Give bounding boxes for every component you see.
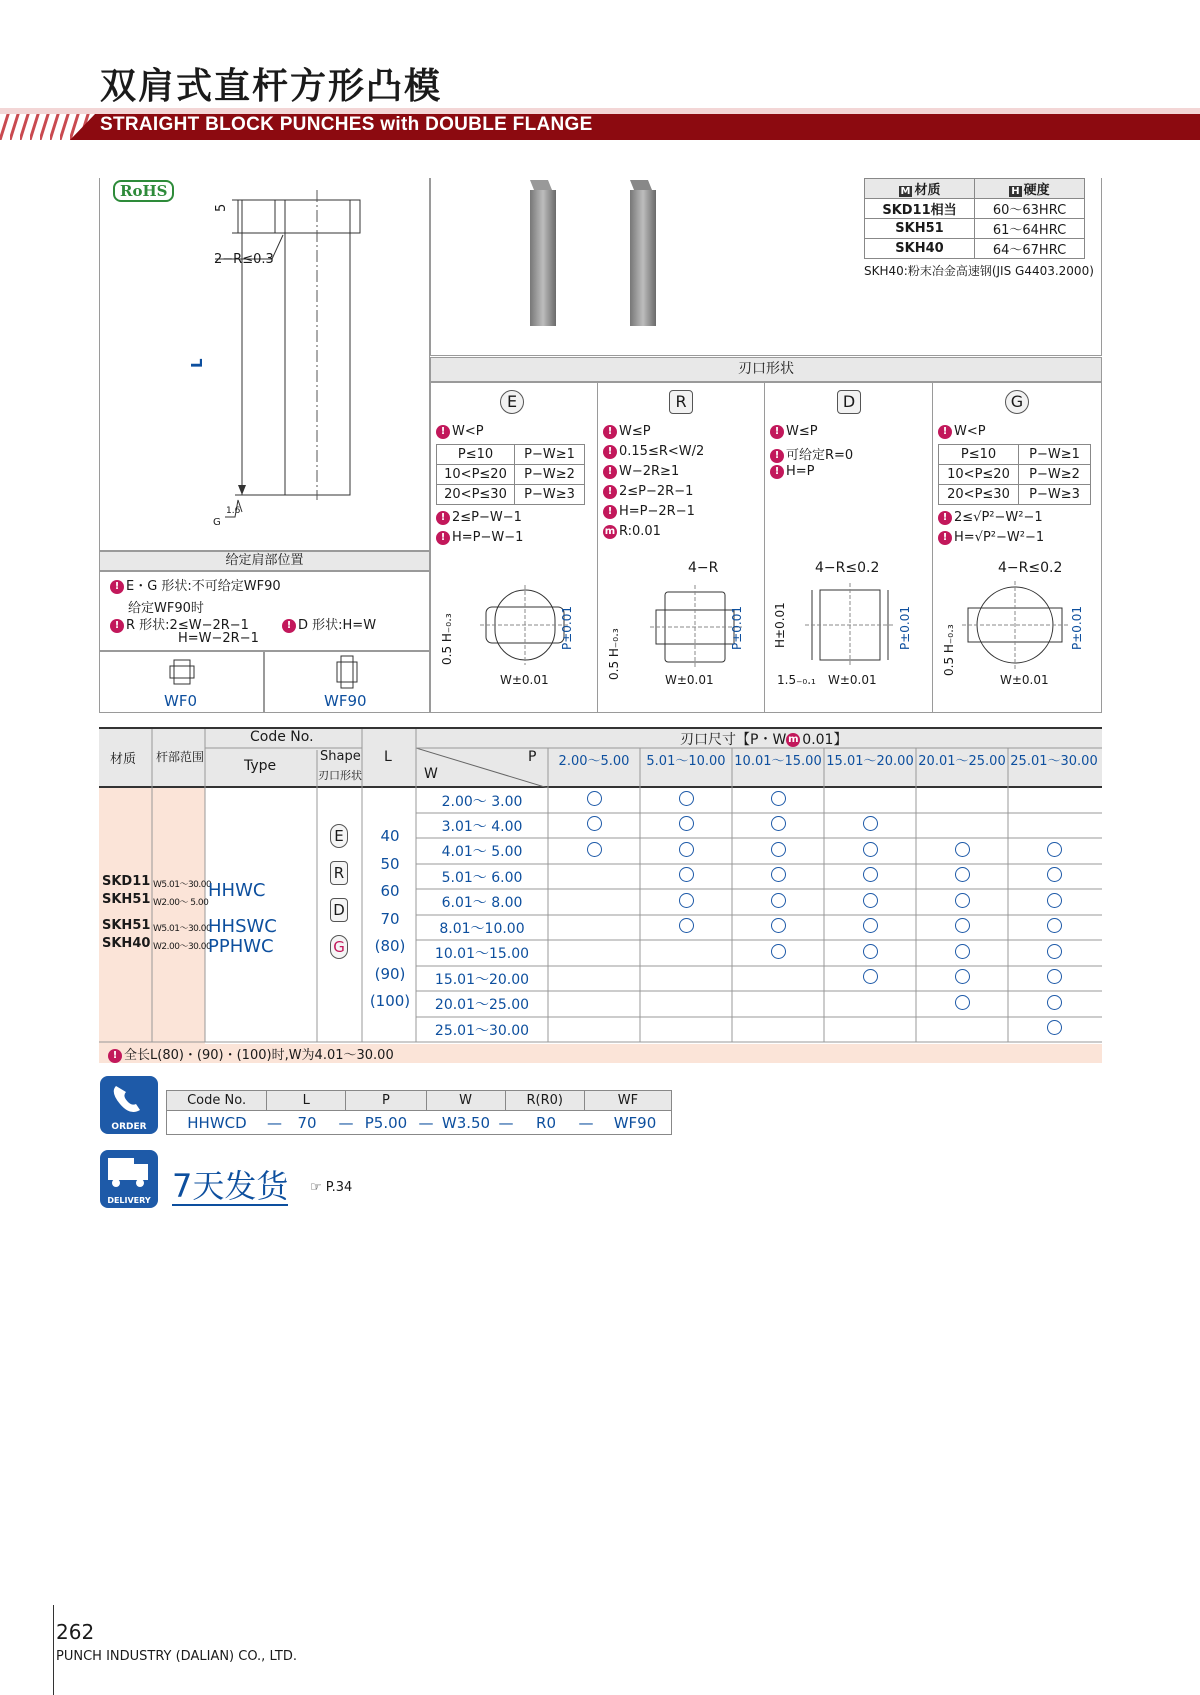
shape-e-badge bbox=[500, 390, 524, 414]
company-name: PUNCH INDUSTRY (DALIAN) CO., LTD. bbox=[56, 1649, 297, 1664]
delivery-ref[interactable] bbox=[310, 1180, 352, 1195]
grid-row bbox=[416, 788, 1102, 813]
rng4: W2.00～30.00 bbox=[153, 942, 212, 952]
p-col: 20.01～25.00 bbox=[918, 754, 1006, 769]
flange-dim bbox=[214, 204, 229, 212]
type-hhwc: HHWC bbox=[208, 880, 266, 901]
len: (90) bbox=[374, 964, 406, 983]
roughness-label: 1.6 bbox=[226, 506, 241, 516]
mat-cell: SKH40 bbox=[865, 239, 975, 259]
available-mark bbox=[916, 969, 1008, 988]
note-icon: ! bbox=[770, 425, 784, 439]
mat3: SKH51 bbox=[102, 918, 151, 933]
circle-icon bbox=[863, 842, 878, 857]
r-note5: R:0.01 bbox=[619, 524, 661, 539]
available-mark bbox=[1008, 944, 1100, 963]
available-mark bbox=[732, 918, 824, 937]
circle-icon bbox=[955, 842, 970, 857]
circle-icon bbox=[955, 918, 970, 933]
available-mark bbox=[824, 918, 916, 937]
order-v: W3.50 bbox=[441, 1113, 491, 1132]
flange-note4: H=W−2R−1 bbox=[178, 631, 259, 646]
note-icon: ! bbox=[603, 445, 617, 459]
w-label: 4.01～ 5.00 bbox=[441, 844, 523, 860]
g-h-label: 0.5 H₋₀.₃ bbox=[942, 624, 956, 676]
shape-list bbox=[330, 822, 348, 961]
circle-icon bbox=[1047, 1020, 1062, 1035]
circle-icon bbox=[863, 867, 878, 882]
order-table bbox=[166, 1090, 672, 1135]
available-mark bbox=[1008, 969, 1100, 988]
wf0-label: WF0 bbox=[164, 692, 198, 710]
w-label: 20.01～25.00 bbox=[434, 997, 530, 1013]
r-note4: H=P−2R−1 bbox=[619, 504, 695, 519]
mat-cell: SKH51 bbox=[865, 219, 975, 239]
col-hardness: 硬度 bbox=[1023, 183, 1050, 198]
available-mark bbox=[916, 918, 1008, 937]
note-icon: m bbox=[604, 525, 616, 537]
h-material: 材质 bbox=[110, 752, 137, 767]
shape-g: G bbox=[330, 935, 348, 959]
order-h: WF bbox=[584, 1091, 671, 1111]
circle-icon bbox=[955, 893, 970, 908]
available-mark bbox=[916, 944, 1008, 963]
delivery-ref-text: P.34 bbox=[325, 1180, 353, 1195]
d-r-label: 4−R≤0.2 bbox=[815, 560, 880, 576]
e-h-label: 0.5 H₋₀.₃ bbox=[440, 613, 454, 665]
r-w-label: W±0.01 bbox=[665, 673, 714, 687]
materials-list bbox=[102, 873, 150, 953]
note-icon: ! bbox=[603, 465, 617, 479]
available-mark bbox=[1008, 867, 1100, 886]
order-v: — bbox=[498, 1113, 514, 1132]
order-v: 70 bbox=[297, 1113, 317, 1132]
grid-row bbox=[416, 889, 1102, 915]
hard-cell: 60～63HRC bbox=[975, 199, 1085, 219]
g-cell: 20<P≤30 bbox=[939, 485, 1019, 505]
type-pphwc: PPHWC bbox=[208, 936, 274, 957]
circle-icon bbox=[1047, 995, 1062, 1010]
page-number: 262 bbox=[56, 1620, 95, 1644]
available-mark bbox=[640, 816, 732, 835]
hard-cell: 64～67HRC bbox=[975, 239, 1085, 259]
delivery-text: 7天发货 bbox=[172, 1167, 289, 1205]
shape-r-letter: R bbox=[669, 390, 693, 414]
len: 60 bbox=[380, 882, 400, 900]
w-label: 25.01～30.00 bbox=[434, 1022, 530, 1039]
order-h: L bbox=[267, 1091, 346, 1111]
h-code: Code No. bbox=[250, 729, 314, 745]
flange-note1: E・G 形状:不可给定WF90 bbox=[126, 579, 281, 594]
grid-row bbox=[416, 991, 1102, 1017]
available-mark bbox=[824, 816, 916, 835]
order-icon-label: ORDER bbox=[111, 1122, 147, 1132]
available-mark bbox=[1008, 918, 1100, 937]
circle-icon bbox=[1047, 918, 1062, 933]
g-section-drawing bbox=[960, 578, 1070, 673]
note-icon: ! bbox=[436, 425, 450, 439]
len: 70 bbox=[380, 909, 400, 928]
note-icon: ! bbox=[110, 580, 124, 594]
grid-row bbox=[416, 813, 1102, 838]
available-mark bbox=[640, 893, 732, 912]
p-col: 25.01～30.00 bbox=[1010, 754, 1098, 769]
note-icon: ! bbox=[436, 511, 450, 525]
w-label: 10.01～15.00 bbox=[434, 946, 530, 962]
shape-r-badge bbox=[669, 390, 693, 414]
available-mark bbox=[1008, 893, 1100, 912]
circle-icon bbox=[955, 969, 970, 984]
note-icon: ! bbox=[938, 425, 952, 439]
flange-note3: R 形状:2≤W−2R−1 bbox=[126, 618, 249, 633]
delivery-icon-label: DELIVERY bbox=[107, 1196, 151, 1205]
p-col: 15.01～20.00 bbox=[826, 754, 914, 769]
note-icon: ! bbox=[110, 619, 124, 633]
d-h-label: H±0.01 bbox=[773, 602, 787, 648]
available-mark bbox=[732, 944, 824, 963]
available-mark bbox=[732, 867, 824, 886]
circle-icon bbox=[679, 918, 694, 933]
d-note1: 可给定R=0 bbox=[786, 448, 854, 463]
order-h: R(R0) bbox=[505, 1091, 584, 1111]
rohs-badge: RoHS bbox=[113, 180, 174, 202]
len: (80) bbox=[374, 937, 406, 955]
r-note3: 2≤P−2R−1 bbox=[619, 484, 694, 499]
note-icon: ! bbox=[603, 505, 617, 519]
radius-note: 2−R≤0.3 bbox=[214, 252, 274, 267]
h-p: P bbox=[528, 749, 537, 765]
e-cond: W<P bbox=[452, 424, 484, 439]
d-note2: H=P bbox=[786, 464, 815, 479]
order-v: R0 bbox=[536, 1113, 556, 1132]
circle-icon bbox=[587, 816, 602, 831]
shape-e-letter: E bbox=[500, 390, 524, 414]
available-mark bbox=[548, 842, 640, 861]
wf0-icon bbox=[167, 657, 197, 687]
circle-icon bbox=[955, 995, 970, 1010]
delivery-icon bbox=[100, 1150, 158, 1208]
e-cell: 20<P≤30 bbox=[437, 485, 515, 505]
punch-drawing bbox=[180, 190, 380, 530]
circle-icon bbox=[587, 791, 602, 806]
order-v: HHWCD bbox=[187, 1113, 247, 1132]
g-cell: P−W≥3 bbox=[1019, 485, 1091, 505]
available-mark bbox=[732, 893, 824, 912]
circle-icon bbox=[679, 791, 694, 806]
circle-icon bbox=[1047, 969, 1062, 984]
note-icon: ! bbox=[603, 485, 617, 499]
mat2: SKH51 bbox=[102, 892, 151, 907]
circle-icon bbox=[771, 893, 786, 908]
material-note: SKH40:粉末冶金高速钢(JIS G4403.2000) bbox=[864, 264, 1094, 278]
grid-row bbox=[416, 864, 1102, 889]
shape-d: D bbox=[330, 898, 348, 922]
d-p-label: P±0.01 bbox=[898, 605, 912, 650]
circle-icon bbox=[771, 944, 786, 959]
r-note1: 0.15≤R<W/2 bbox=[619, 444, 705, 459]
w-label: 3.01～ 4.00 bbox=[441, 818, 523, 835]
circle-icon bbox=[587, 842, 602, 857]
e-cell: 10<P≤20 bbox=[437, 465, 515, 485]
available-mark bbox=[824, 969, 916, 988]
shape-e: E bbox=[330, 824, 348, 848]
pointer-icon: ☞ bbox=[310, 1180, 322, 1195]
len: (100) bbox=[369, 992, 411, 1010]
d-w-label: W±0.01 bbox=[828, 673, 877, 687]
flange-note2: 给定WF90时 bbox=[128, 601, 204, 616]
circle-icon bbox=[863, 893, 878, 908]
rng2: W2.00～ 5.00 bbox=[153, 898, 209, 908]
g-cell: P−W≥2 bbox=[1019, 465, 1091, 485]
available-mark bbox=[732, 791, 824, 810]
circle-icon bbox=[955, 867, 970, 882]
order-v: — bbox=[338, 1113, 354, 1132]
available-mark bbox=[1008, 1020, 1100, 1039]
g-cell: P−W≥1 bbox=[1019, 445, 1091, 465]
p-col: 5.01～10.00 bbox=[646, 754, 726, 769]
footer-rule bbox=[53, 1605, 54, 1695]
circle-icon bbox=[679, 893, 694, 908]
circle-icon bbox=[955, 944, 970, 959]
h-type: Type bbox=[244, 758, 277, 774]
note-icon: ! bbox=[938, 531, 952, 545]
order-v: — bbox=[578, 1113, 594, 1132]
grid-row bbox=[416, 940, 1102, 966]
g-note2: 2≤√P²−W²−1 bbox=[954, 510, 1043, 525]
grid-row bbox=[416, 915, 1102, 940]
col-material: 材质 bbox=[914, 183, 941, 198]
available-mark bbox=[732, 816, 824, 835]
shape-g-badge bbox=[1005, 390, 1029, 414]
h-size-tol: 0.01】 bbox=[802, 732, 848, 748]
order-h: Code No. bbox=[167, 1091, 267, 1111]
grid-row bbox=[416, 1017, 1102, 1042]
note-icon: ! bbox=[108, 1049, 122, 1063]
order-v: WF90 bbox=[613, 1113, 657, 1132]
h-icon: H bbox=[1011, 186, 1020, 197]
circle-icon bbox=[863, 918, 878, 933]
w-label: 6.01～ 8.00 bbox=[441, 895, 523, 911]
circle-icon bbox=[679, 842, 694, 857]
e-cell: P≤10 bbox=[437, 445, 515, 465]
circle-icon bbox=[771, 842, 786, 857]
d-cond: W≤P bbox=[786, 424, 818, 439]
e-cell: P−W≥3 bbox=[515, 485, 585, 505]
available-mark bbox=[640, 791, 732, 810]
r-r-label: 4−R bbox=[688, 560, 719, 576]
type-list bbox=[208, 881, 277, 957]
available-mark bbox=[548, 816, 640, 835]
available-mark bbox=[916, 842, 1008, 861]
length-label: L bbox=[188, 358, 206, 368]
len: 50 bbox=[380, 854, 400, 873]
order-v: P5.00 bbox=[364, 1113, 408, 1132]
table-footnote: 全长L(80)・(90)・(100)时,W为4.01～30.00 bbox=[124, 1048, 394, 1063]
order-v: — bbox=[267, 1113, 282, 1132]
circle-icon bbox=[679, 867, 694, 882]
order-values bbox=[167, 1114, 671, 1132]
note-icon: ! bbox=[770, 449, 784, 463]
circle-icon bbox=[863, 944, 878, 959]
type-hhswc: HHSWC bbox=[208, 916, 277, 937]
flange-header: 给定肩部位置 bbox=[99, 551, 430, 571]
punch-photo bbox=[520, 178, 680, 328]
mat1: SKD11 bbox=[102, 874, 151, 889]
wf90-label: WF90 bbox=[324, 692, 367, 710]
page-title: 双肩式直杆方形凸模 bbox=[100, 66, 443, 107]
e-w-label: W±0.01 bbox=[500, 673, 549, 687]
note-icon: ! bbox=[938, 511, 952, 525]
h-range: 杆部范围 bbox=[156, 750, 205, 764]
r-p-label: P±0.01 bbox=[730, 605, 744, 650]
shape-g-letter: G bbox=[1005, 390, 1029, 414]
e-note2: 2≤P−W−1 bbox=[452, 510, 522, 525]
grid-row bbox=[416, 838, 1102, 864]
available-mark bbox=[640, 867, 732, 886]
circle-icon bbox=[771, 867, 786, 882]
p-col-headers bbox=[548, 750, 1100, 769]
available-mark bbox=[732, 842, 824, 861]
available-mark bbox=[1008, 842, 1100, 861]
shape-r: R bbox=[330, 861, 348, 885]
g-r-label: 4−R≤0.2 bbox=[998, 560, 1063, 576]
shape-header: 刃口形状 bbox=[430, 357, 1102, 382]
circle-icon bbox=[1047, 944, 1062, 959]
g-p-label: P±0.01 bbox=[1070, 605, 1084, 650]
circle-icon bbox=[863, 816, 878, 831]
available-mark bbox=[824, 944, 916, 963]
rng3: W5.01～30.00 bbox=[153, 924, 212, 934]
circle-icon bbox=[1047, 893, 1062, 908]
r-note2: W−2R≥1 bbox=[619, 464, 680, 479]
length-list bbox=[364, 823, 416, 1016]
available-mark bbox=[916, 867, 1008, 886]
page-subtitle: STRAIGHT BLOCK PUNCHES with DOUBLE FLANGE bbox=[100, 114, 593, 135]
h-shape: Shape bbox=[320, 749, 361, 764]
material-table bbox=[864, 178, 1085, 259]
circle-icon bbox=[679, 816, 694, 831]
w-label: 8.01～10.00 bbox=[439, 920, 525, 937]
note-icon: ! bbox=[603, 425, 617, 439]
grid-row bbox=[416, 966, 1102, 991]
h-size-text: 刃口尺寸【P・W bbox=[680, 732, 787, 748]
g-cell: P≤10 bbox=[939, 445, 1019, 465]
e-cell: P−W≥1 bbox=[515, 445, 585, 465]
available-mark bbox=[1008, 995, 1100, 1014]
r-h-label: 0.5 H₋₀.₃ bbox=[607, 628, 621, 680]
circle-icon bbox=[1047, 842, 1062, 857]
available-mark bbox=[824, 893, 916, 912]
w-label: 15.01～20.00 bbox=[434, 971, 530, 988]
e-p-label: P±0.01 bbox=[560, 605, 574, 650]
available-mark bbox=[824, 842, 916, 861]
note-icon: ! bbox=[770, 465, 784, 479]
len: 40 bbox=[380, 827, 400, 845]
flange-dim-value: 5 bbox=[214, 203, 229, 212]
available-mark bbox=[916, 995, 1008, 1014]
g-cond: W<P bbox=[954, 424, 986, 439]
note-icon: ! bbox=[282, 619, 296, 633]
g-table bbox=[938, 444, 1091, 505]
shape-d-letter: D bbox=[837, 390, 861, 414]
flange-note5: D 形状:H=W bbox=[298, 618, 377, 633]
e-cell: P−W≥2 bbox=[515, 465, 585, 485]
hard-cell: 61～64HRC bbox=[975, 219, 1085, 239]
r-cond: W≤P bbox=[619, 424, 651, 439]
d-side-label: 1.5₋₀.₁ bbox=[777, 673, 816, 687]
w-label: 5.01～ 6.00 bbox=[441, 869, 523, 886]
ref-label: G bbox=[213, 517, 221, 528]
h-shape2: 刃口形状 bbox=[318, 769, 362, 782]
e-table bbox=[436, 444, 585, 505]
e-note3: H=P−W−1 bbox=[452, 530, 524, 545]
available-mark bbox=[916, 893, 1008, 912]
note-icon: ! bbox=[436, 531, 450, 545]
p-col: 10.01～15.00 bbox=[734, 754, 822, 769]
rng1: W5.01～30.00 bbox=[153, 880, 212, 890]
mat-cell: SKD11相当 bbox=[865, 199, 975, 219]
g-note3: H=√P²−W²−1 bbox=[954, 530, 1045, 545]
mat4: SKH40 bbox=[102, 936, 151, 951]
order-v: — bbox=[418, 1113, 434, 1132]
range-list bbox=[153, 876, 211, 956]
order-h: W bbox=[426, 1091, 505, 1111]
g-cell: 10<P≤20 bbox=[939, 465, 1019, 485]
available-mark bbox=[640, 842, 732, 861]
tol-icon: m bbox=[788, 734, 799, 745]
circle-icon bbox=[1047, 867, 1062, 882]
circle-icon bbox=[771, 918, 786, 933]
shape-d-badge bbox=[837, 390, 861, 414]
m-icon: M bbox=[900, 186, 911, 197]
order-h: P bbox=[346, 1091, 426, 1111]
d-section-drawing bbox=[790, 580, 910, 670]
wf90-icon bbox=[332, 654, 362, 690]
h-w: W bbox=[424, 766, 438, 782]
h-l: L bbox=[384, 749, 392, 765]
circle-icon bbox=[771, 816, 786, 831]
available-mark bbox=[548, 791, 640, 810]
g-w-label: W±0.01 bbox=[1000, 673, 1049, 687]
order-icon bbox=[100, 1076, 158, 1134]
p-col: 2.00～5.00 bbox=[558, 754, 630, 769]
circle-icon bbox=[771, 791, 786, 806]
circle-icon bbox=[863, 969, 878, 984]
available-mark bbox=[640, 918, 732, 937]
available-mark bbox=[824, 867, 916, 886]
w-label: 2.00～ 3.00 bbox=[441, 793, 523, 810]
